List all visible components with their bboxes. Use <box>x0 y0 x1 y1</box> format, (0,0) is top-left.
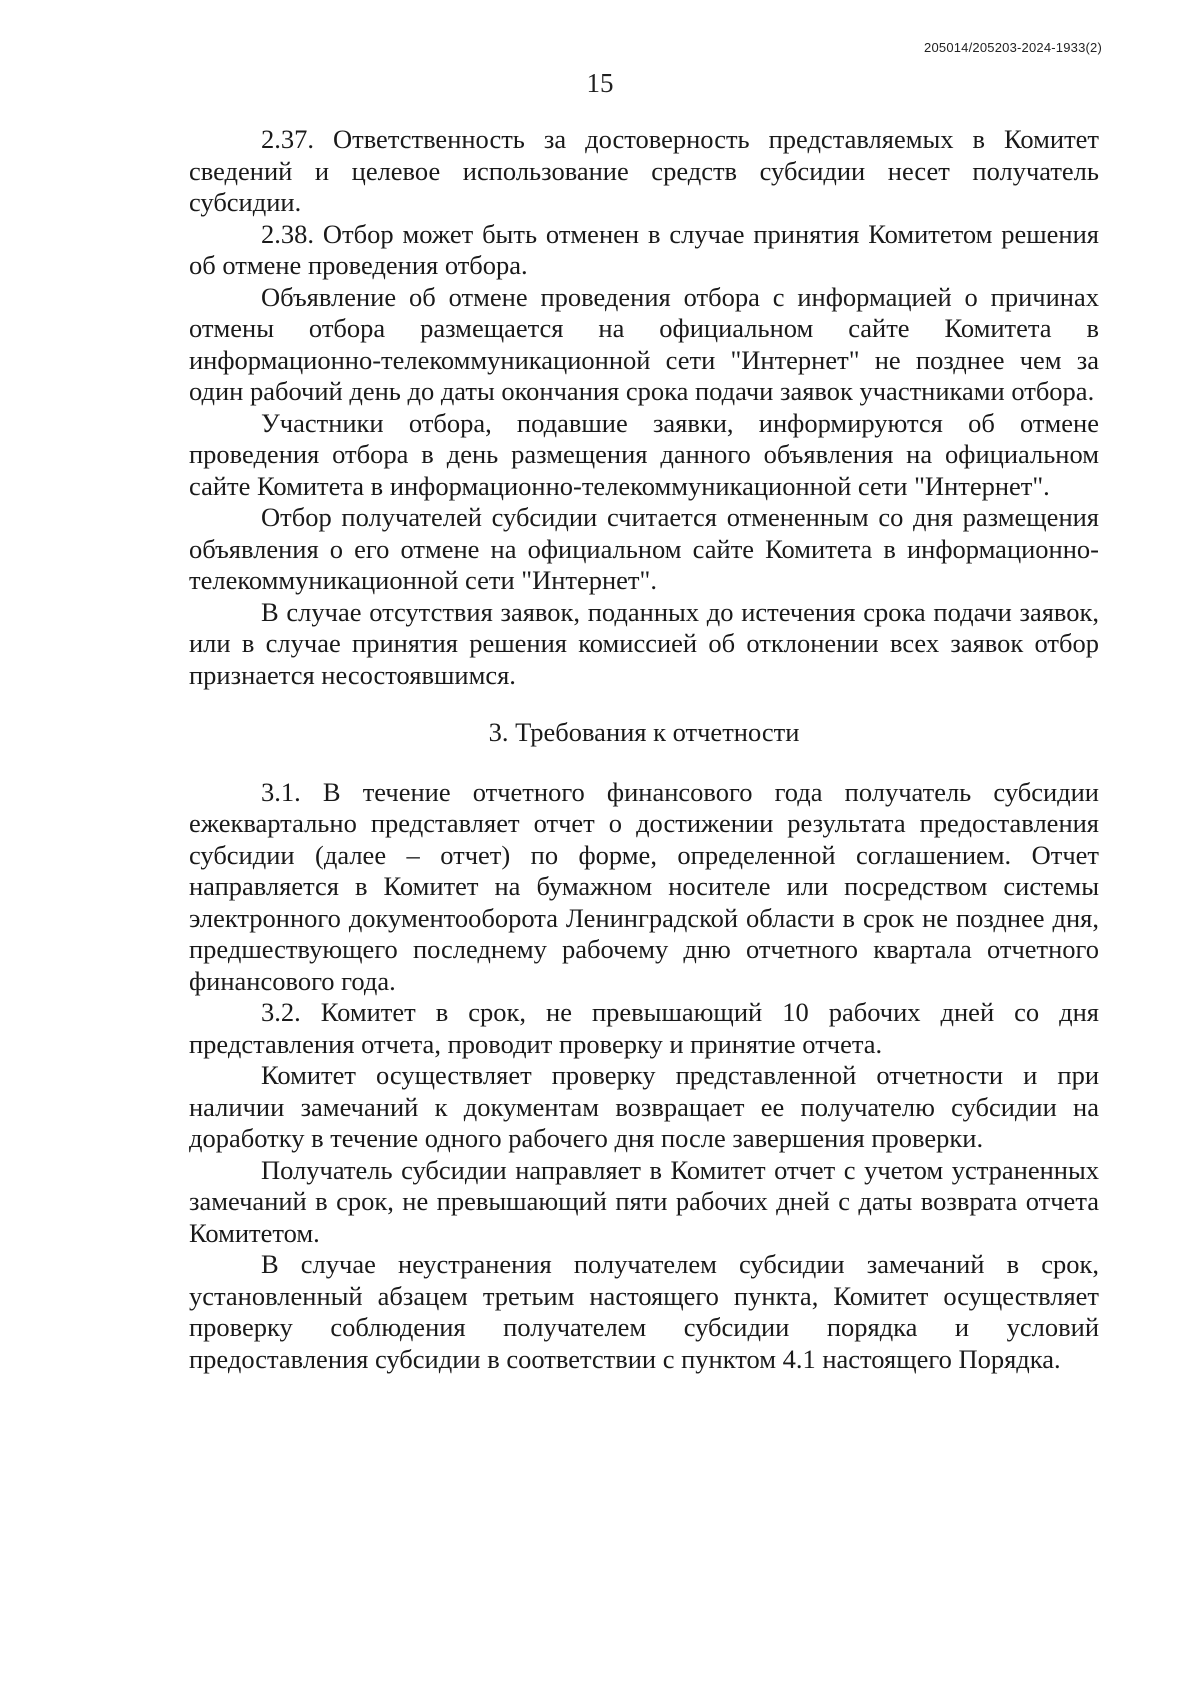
paragraph-2-37: 2.37. Ответственность за достоверность представляемых в Комитет сведений и целевое использование средств субсидии несет получатель субсидии. <box>189 124 1099 217</box>
paragraph-cancellation-notice: Объявление об отмене проведения отбора с информацией о причинах отмены отбора размещается на официальном сайте Комитета в информационно-телекоммуникационной сети "Интернет" не позднее чем за один рабочий день до даты окончания срока подачи заявок участниками отбора. <box>189 281 1099 406</box>
paragraph-selection-cancelled: Отбор получателей субсидии считается отмененным со дня размещения объявления о его отмене на официальном сайте Комитета в информационно-телекоммуникационной сети "Интернет". <box>189 502 1099 595</box>
paragraph-non-remediation: В случае неустранения получателем субсидии замечаний в срок, установленный абзацем третьим настоящего пункта, Комитет осуществляет проверку соблюдения получателем субсидии порядка и условий предоставления субсидии в соответствии с пунктом 4.1 настоящего Порядка. <box>189 1249 1099 1374</box>
document-body <box>189 124 1099 1375</box>
page-number: 15 <box>586 68 614 98</box>
section-heading: 3. Требования к отчетности <box>488 717 800 747</box>
paragraph-3-2: 3.2. Комитет в срок, не превышающий 10 рабочих дней со дня представления отчета, проводит проверку и принятие отчета. <box>189 997 1099 1059</box>
paragraph-report-review: Комитет осуществляет проверку представленной отчетности и при наличии замечаний к документам возвращает ее получателю субсидии на доработку в течение одного рабочего дня после завершения проверки. <box>189 1060 1099 1153</box>
paragraph-participants-informed: Участники отбора, подавшие заявки, информируются об отмене проведения отбора в день размещения данного объявления на официальном сайте Комитета в информационно-телекоммуникационной сети "Интернет". <box>189 407 1099 501</box>
paragraph-report-resubmission: Получатель субсидии направляет в Комитет отчет с учетом устраненных замечаний в срок, не превышающий пяти рабочих дней с даты возврата отчета Комитетом. <box>189 1154 1099 1248</box>
paragraph-selection-failed: В случае отсутствия заявок, поданных до истечения срока подачи заявок, или в случае принятия решения комиссией об отклонении всех заявок отбор признается несостоявшимся. <box>189 596 1099 690</box>
paragraph-2-38: 2.38. Отбор может быть отменен в случае принятия Комитетом решения об отмене проведения отбора. <box>189 218 1099 280</box>
paragraph-3-1: 3.1. В течение отчетного финансового года получатель субсидии ежеквартально представляет отчет о достижении результата предоставления субсидии (далее – отчет) по форме, определенной соглашением. Отчет направляется в Комитет на бумажном носителе или посредством системы электронного документооборота Ленинградской области в срок не позднее дня, предшествующего последнему рабочему дню отчетного квартала отчетного финансового года. <box>189 776 1099 996</box>
document-registration-number: 205014/205203-2024-1933(2) <box>924 40 1102 55</box>
